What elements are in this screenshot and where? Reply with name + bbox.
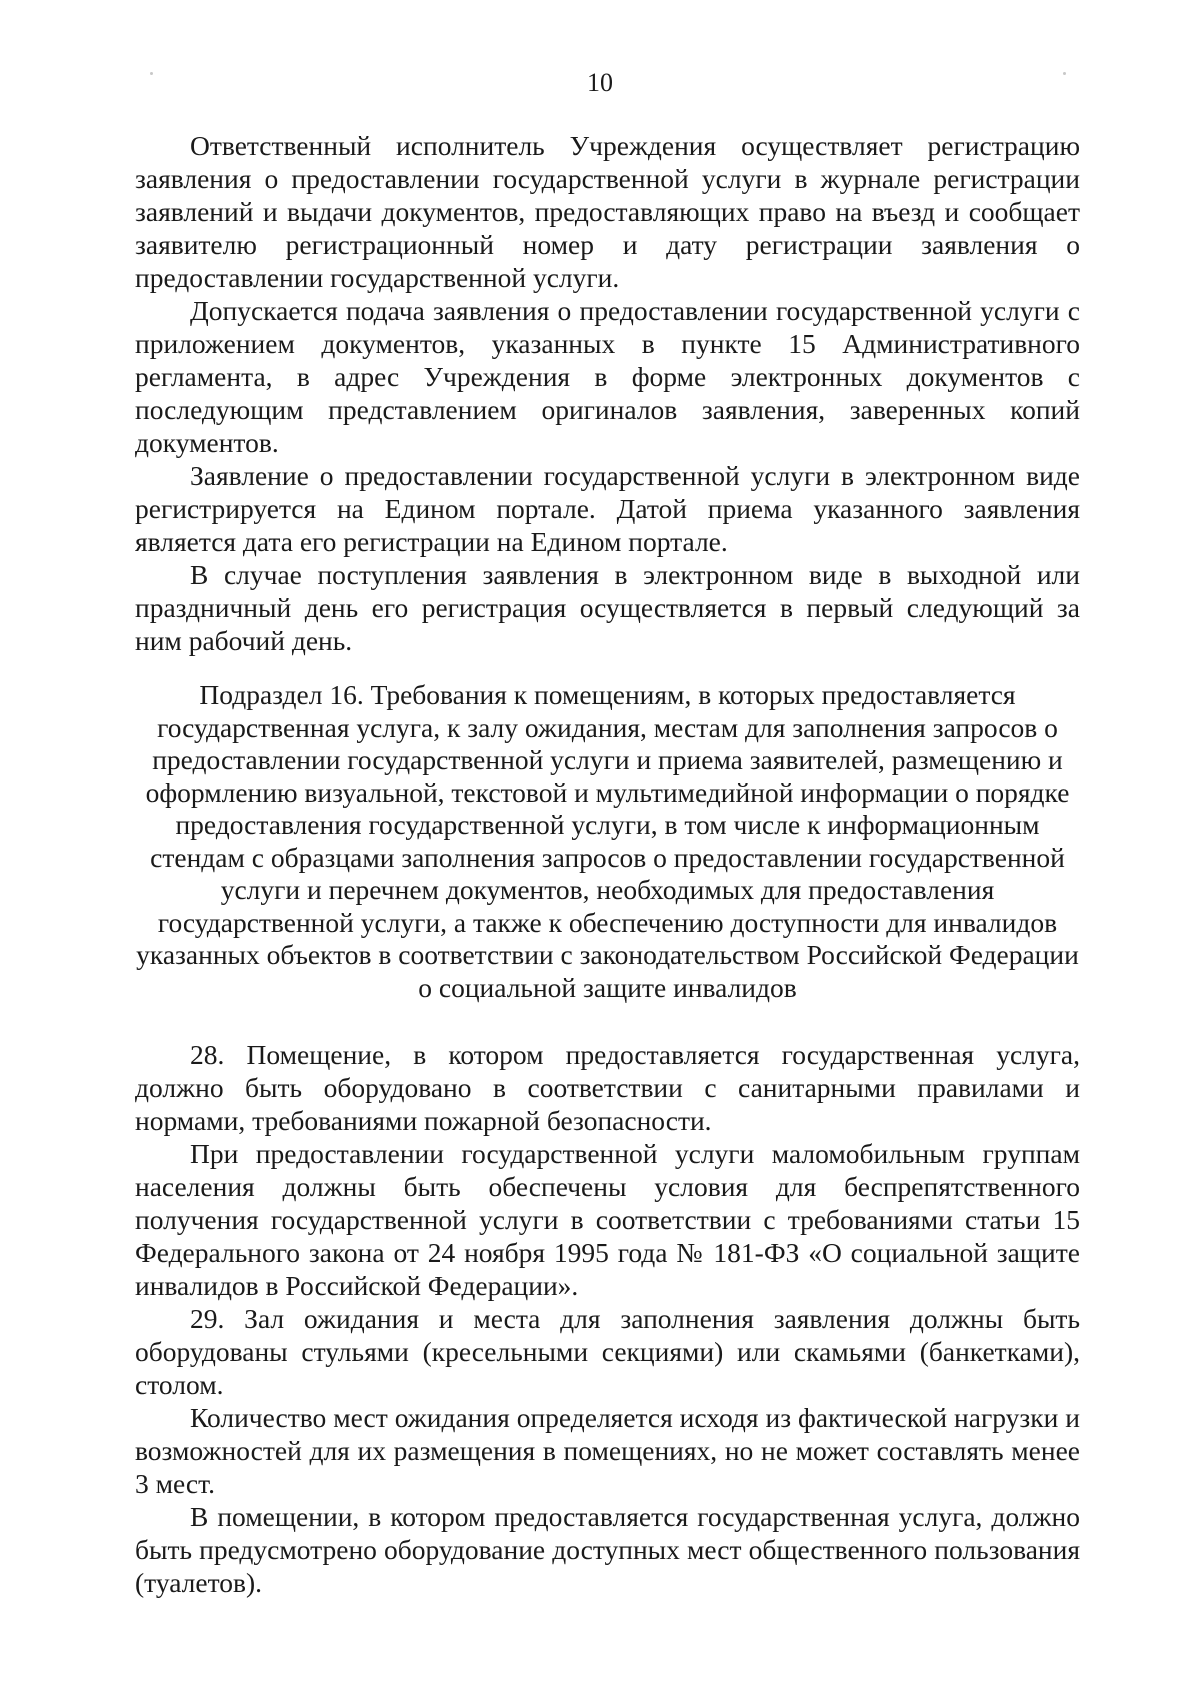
section-heading: Подраздел 16. Требования к помещениям, в которых предоставляется государственная услуга, к залу ожидания, местам для заполнения запросов о предоставлении государственной услуги и приема заявителей, размещению и оформлению визуальной, текстовой и мультимедийной информации о порядке предоставления государственной услуги, в том числе к информационным стендам с образцами заполнения запросов о предоставлении государственной услуги и перечнем документов, необходимых для предоставления государственной услуги, а также к обеспечению доступности для инвалидов указанных объектов в соответствии с законодательством Российской Федерации о социальной защите инвалидов bbox=[136, 679, 1079, 1003]
paragraph: Допускается подача заявления о предоставлении государственной услуги с приложением документов, указанных в пункте 15 Административного регламента, в адрес Учреждения в форме электронных документов с последующим представлением оригиналов заявления, заверенных копий документов. bbox=[135, 295, 1080, 458]
paragraph: При предоставлении государственной услуги маломобильным группам населения должны быть обеспечены условия для беспрепятственного получения государственной услуги в соответствии с требованиями статьи 15 Федерального закона от 24 ноября 1995 года № 181-ФЗ «О социальной защите инвалидов в Российской Федерации». bbox=[135, 1138, 1080, 1301]
paragraph: Заявление о предоставлении государственной услуги в электронном виде регистрируется на Едином портале. Датой приема указанного заявления является дата его регистрации на Едином портале. bbox=[135, 460, 1080, 557]
top-text-block bbox=[135, 129, 1080, 657]
page-number: 10 bbox=[587, 68, 613, 97]
paragraph: 29. Зал ожидания и места для заполнения заявления должны быть оборудованы стульями (кресельными секциями) или скамьями (банкетками), столом. bbox=[135, 1303, 1080, 1400]
paragraph: В помещении, в котором предоставляется государственная услуга, должно быть предусмотрено оборудование доступных мест общественного пользования (туалетов). bbox=[135, 1501, 1080, 1598]
bottom-text-block bbox=[135, 1038, 1080, 1599]
paragraph: 28. Помещение, в котором предоставляется государственная услуга, должно быть оборудовано в соответствии с санитарными правилами и нормами, требованиями пожарной безопасности. bbox=[135, 1039, 1080, 1136]
paragraph: В случае поступления заявления в электронном виде в выходной или праздничный день его регистрация осуществляется в первый следующий за ним рабочий день. bbox=[135, 559, 1080, 656]
paragraph: Количество мест ожидания определяется исходя из фактической нагрузки и возможностей для их размещения в помещениях, но не может составлять менее 3 мест. bbox=[135, 1402, 1080, 1499]
paragraph: Ответственный исполнитель Учреждения осуществляет регистрацию заявления о предоставлении государственной услуги в журнале регистрации заявлений и выдачи документов, предоставляющих право на въезд и сообщает заявителю регистрационный номер и дату регистрации заявления о предоставлении государственной услуги. bbox=[135, 130, 1080, 293]
